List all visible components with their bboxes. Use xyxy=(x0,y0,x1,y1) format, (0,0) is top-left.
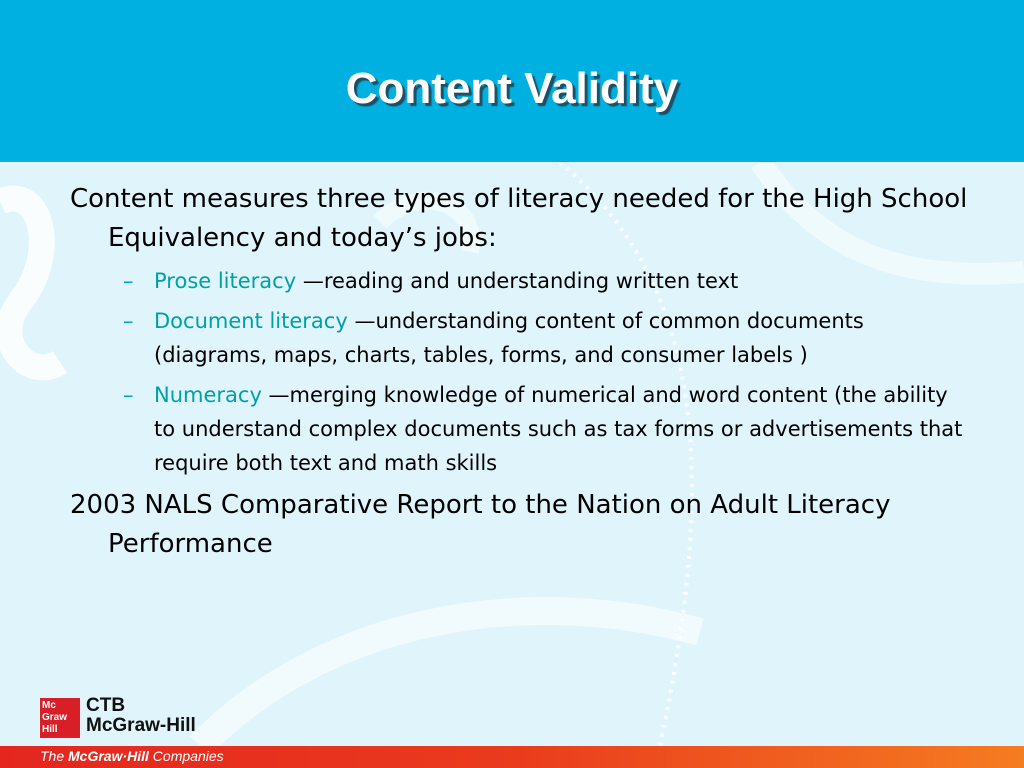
slide-body xyxy=(70,180,970,570)
footer-suffix: Companies xyxy=(148,748,224,764)
term-label: Numeracy xyxy=(154,383,262,407)
term-definition: —merging knowledge of numerical and word content (the ability to understand complex documents such as tax forms or advertisements that require both text and math skills xyxy=(154,383,963,475)
mcgraw-hill-label: McGraw-Hill xyxy=(86,715,196,736)
bullet-main: Content measures three types of literacy needed for the High School Equivalency and today’s jobs: xyxy=(70,184,968,253)
footer-prefix: The xyxy=(40,748,69,764)
term-label: Document literacy xyxy=(154,309,348,333)
bullet-document-literacy xyxy=(70,304,970,372)
logo-text: Mc xyxy=(42,700,56,711)
ctb-label: CTB xyxy=(86,695,126,716)
logo-text: Graw xyxy=(42,712,68,723)
bullet-source: 2003 NALS Comparative Report to the Nation on Adult Literacy Performance xyxy=(70,490,891,559)
footer-brand xyxy=(40,748,224,764)
bullet-prose-literacy xyxy=(70,264,970,298)
footer-bar xyxy=(0,746,1024,768)
bullet-numeracy xyxy=(70,378,970,480)
footer-brand-name: McGraw·Hill xyxy=(68,748,149,764)
dash-marker: – xyxy=(123,269,134,293)
title-banner xyxy=(0,0,1024,162)
dash-marker: – xyxy=(123,309,134,333)
dash-marker: – xyxy=(123,383,134,407)
term-definition: —understanding content of common documents (diagrams, maps, charts, tables, forms, and consumer labels ) xyxy=(154,309,864,367)
slide-title: Content Validity xyxy=(345,64,679,113)
term-definition: —reading and understanding written text xyxy=(296,269,739,293)
ctb-wordmark xyxy=(86,696,196,736)
term-label: Prose literacy xyxy=(154,269,297,293)
mcgraw-hill-logo-icon xyxy=(40,698,80,738)
logo-text: Hill xyxy=(42,724,58,735)
